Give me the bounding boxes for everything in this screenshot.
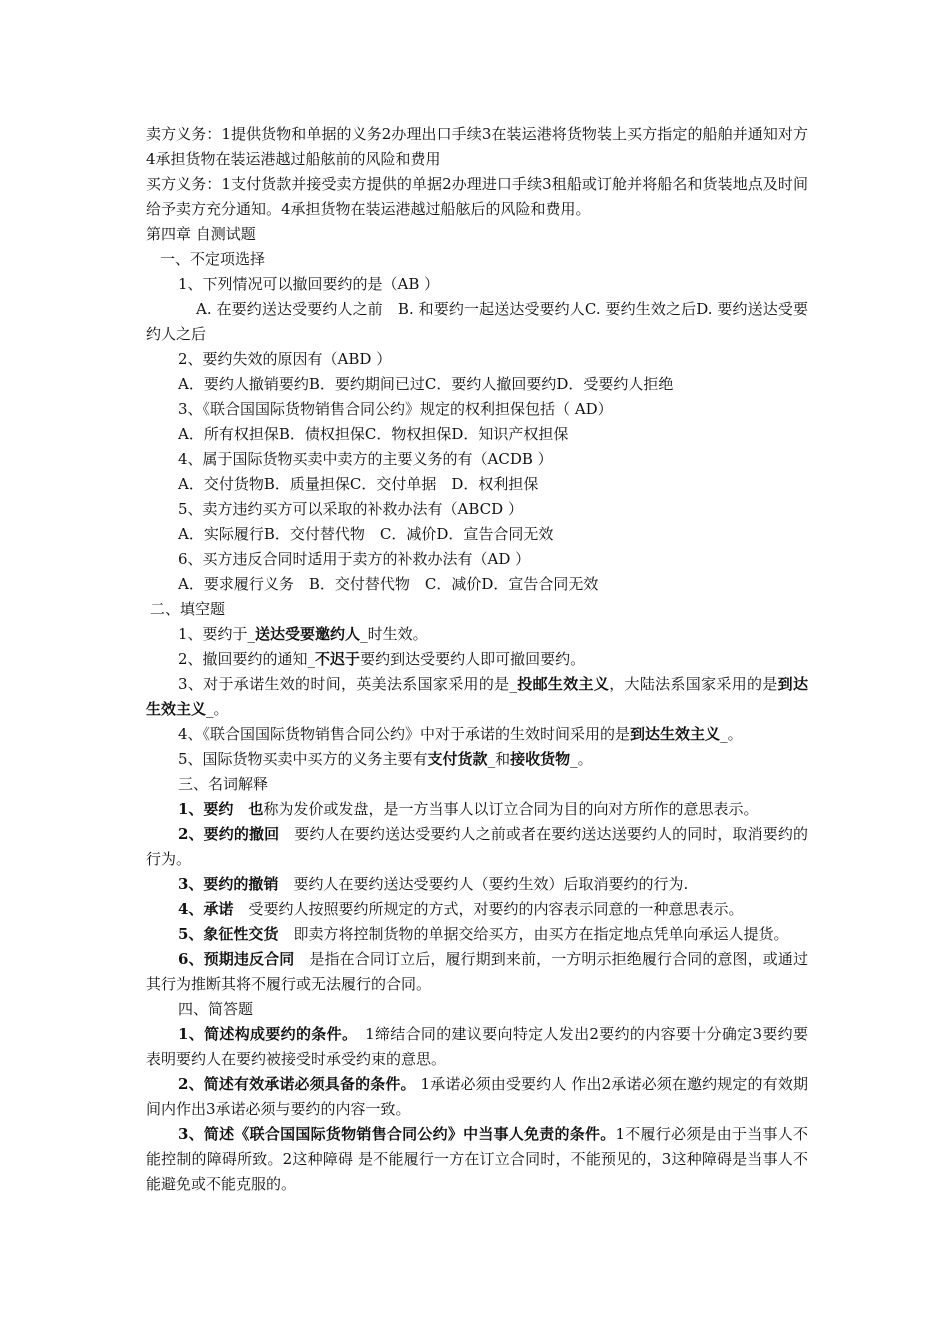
question-3: 3、《联合国国际货物销售合同公约》规定的权利担保包括（ AD）	[178, 400, 613, 418]
section1-title: 一、不定项选择	[160, 250, 266, 268]
fill-2-answer: 不迟于	[315, 650, 361, 668]
short-answer-2	[146, 1072, 808, 1122]
short-answer-2-answer: 1承诺必须由受要约人 作出2承诺必须在邀约规定的有效期间内作出3承诺必须与要约的内容一致。	[146, 1075, 808, 1118]
term-6-definition: 是指在合同订立后，履行期到来前，一方明示拒绝履行合同的意图，或通过其行为推断其将不履行或无法履行的合同。	[146, 950, 808, 993]
question-5: 5、卖方违约买方可以采取的补救办法有（ABCD ）	[178, 500, 523, 518]
section4-title: 四、简答题	[178, 1000, 254, 1018]
short-answer-1	[146, 1022, 808, 1072]
short-answer-3-answer: 1不履行必须是由于当事人不能控制的障碍所致。2这种障碍 是不能履行一方在订立合同时，不能预见的，3这种障碍是当事人不能避免或不能克服的。	[146, 1125, 808, 1193]
fill-1-answer: 送达受要邀约人	[255, 625, 361, 643]
question-6-options: A．要求履行义务 B．交付替代物 C．减价D．宣告合同无效	[178, 575, 599, 593]
fill-3-mid: ，大陆法系国家采用的是	[609, 675, 778, 693]
short-answer-1-answer: 1缔结合同的建议要向特定人发出2要约的内容要十分确定3要约要表明要约人在要约被接受时承受约束的意思。	[146, 1025, 808, 1068]
fill-2-post: 要约到达受要约人即可撤回要约。	[360, 650, 586, 668]
question-3-options: A．所有权担保B．债权担保C．物权担保D．知识产权担保	[178, 425, 569, 443]
term-5	[146, 922, 808, 947]
question-4: 4、属于国际货物买卖中卖方的主要义务的有（ACDB ）	[178, 450, 553, 468]
fill-5-answer-1: 支付货款	[427, 750, 488, 768]
term-2-name: 2、要约的撤回	[178, 825, 280, 843]
fill-4-pre: 4、《联合国国际货物销售合同公约》中对于承诺的生效时间采用的是	[178, 725, 631, 743]
fill-5	[146, 747, 808, 772]
fill-1-post: _时生效。	[360, 625, 428, 643]
question-1-options: A. 在要约送达受要约人之前 B. 和要约一起送达受要约人C. 要约生效之后D. 要约送达受要约人之后	[146, 300, 808, 343]
term-5-name: 5、象征性交货	[178, 925, 279, 943]
question-2-options: A．要约人撤销要约B．要约期间已过C．要约人撤回要约D．受要约人拒绝	[178, 375, 674, 393]
fill-2-pre: 2、撤回要约的通知_	[178, 650, 316, 668]
fill-3-answer-1: 投邮生效主义	[516, 675, 610, 693]
term-4-definition: 受要约人按照要约所规定的方式，对要约的内容表示同意的一种意思表示。	[233, 900, 744, 918]
fill-5-answer-2: 接收货物	[510, 750, 571, 768]
seller-duty: 卖方义务：1提供货物和单据的义务2办理出口手续3在装运港将货物装上买方指定的船舶并通知对方4承担货物在装运港越过船舷前的风险和费用	[146, 125, 808, 168]
term-3-definition: 要约人在要约送达受要约人（要约生效）后取消要约的行为.	[278, 875, 689, 893]
term-1-definition: 称为发价或发盘，是一方当事人以订立合同为目的向对方所作的意思表示。	[263, 800, 759, 818]
buyer-duty: 买方义务：1支付货款并接受卖方提供的单据2办理进口手续3租船或订舱并将船名和货装地点及时间给予卖方充分通知。4承担货物在装运港越过船舷后的风险和费用。	[146, 175, 808, 218]
question-1: 1、下列情况可以撤回要约的是（AB ）	[178, 275, 440, 293]
term-2-definition: 要约人在要约送达受要约人之前或者在要约送达送要约人的同时，取消要约的行为。	[146, 825, 808, 868]
term-1-name: 1、要约 也	[178, 800, 264, 818]
term-3	[146, 872, 808, 897]
term-6	[146, 947, 808, 997]
fill-5-mid: _和	[487, 750, 511, 768]
term-1	[146, 797, 808, 822]
fill-4-answer: 到达生效主义	[630, 725, 721, 743]
term-6-name: 6、预期违反合同	[178, 950, 295, 968]
fill-3	[146, 672, 808, 722]
term-3-name: 3、要约的撤销	[178, 875, 279, 893]
question-2: 2、要约失效的原因有（ABD ）	[178, 350, 392, 368]
short-answer-1-question: 1、简述构成要约的条件。	[178, 1025, 350, 1043]
question-5-options: A．实际履行B．交付替代物 C．减价D．宣告合同无效	[178, 525, 554, 543]
fill-2	[146, 647, 808, 672]
fill-3-pre: 3、对于承诺生效的时间，英美法系国家采用的是_	[178, 675, 517, 693]
section3-title: 三、名词解释	[178, 775, 269, 793]
section2-title: 二、填空题	[150, 600, 226, 618]
term-4-name: 4、承诺	[178, 900, 234, 918]
term-2	[146, 822, 808, 872]
fill-5-pre: 5、国际货物买卖中买方的义务主要有	[178, 750, 428, 768]
fill-1-pre: 1、要约于_	[178, 625, 256, 643]
short-answer-2-question: 2、简述有效承诺必须具备的条件。	[178, 1075, 416, 1093]
question-4-options: A．交付货物B．质量担保C．交付单据 D．权利担保	[178, 475, 539, 493]
fill-3-answer-2: 到达生效主义	[146, 675, 808, 718]
fill-1	[146, 622, 808, 647]
short-answer-3-question: 3、简述《联合国国际货物销售合同公约》中当事人免责的条件。	[178, 1125, 616, 1143]
fill-5-post: _。	[570, 750, 593, 768]
short-answer-3	[146, 1122, 808, 1197]
question-6: 6、买方违反合同时适用于卖方的补救办法有（AD ）	[178, 550, 531, 568]
term-4	[146, 897, 808, 922]
fill-3-post: _。	[206, 700, 229, 718]
term-5-definition: 即卖方将控制货物的单据交给买方，由买方在指定地点凭单向承运人提货。	[278, 925, 789, 943]
fill-4-post: _。	[720, 725, 743, 743]
document-page	[146, 122, 808, 1197]
fill-4	[146, 722, 808, 747]
chapter-title: 第四章 自测试题	[146, 225, 256, 243]
